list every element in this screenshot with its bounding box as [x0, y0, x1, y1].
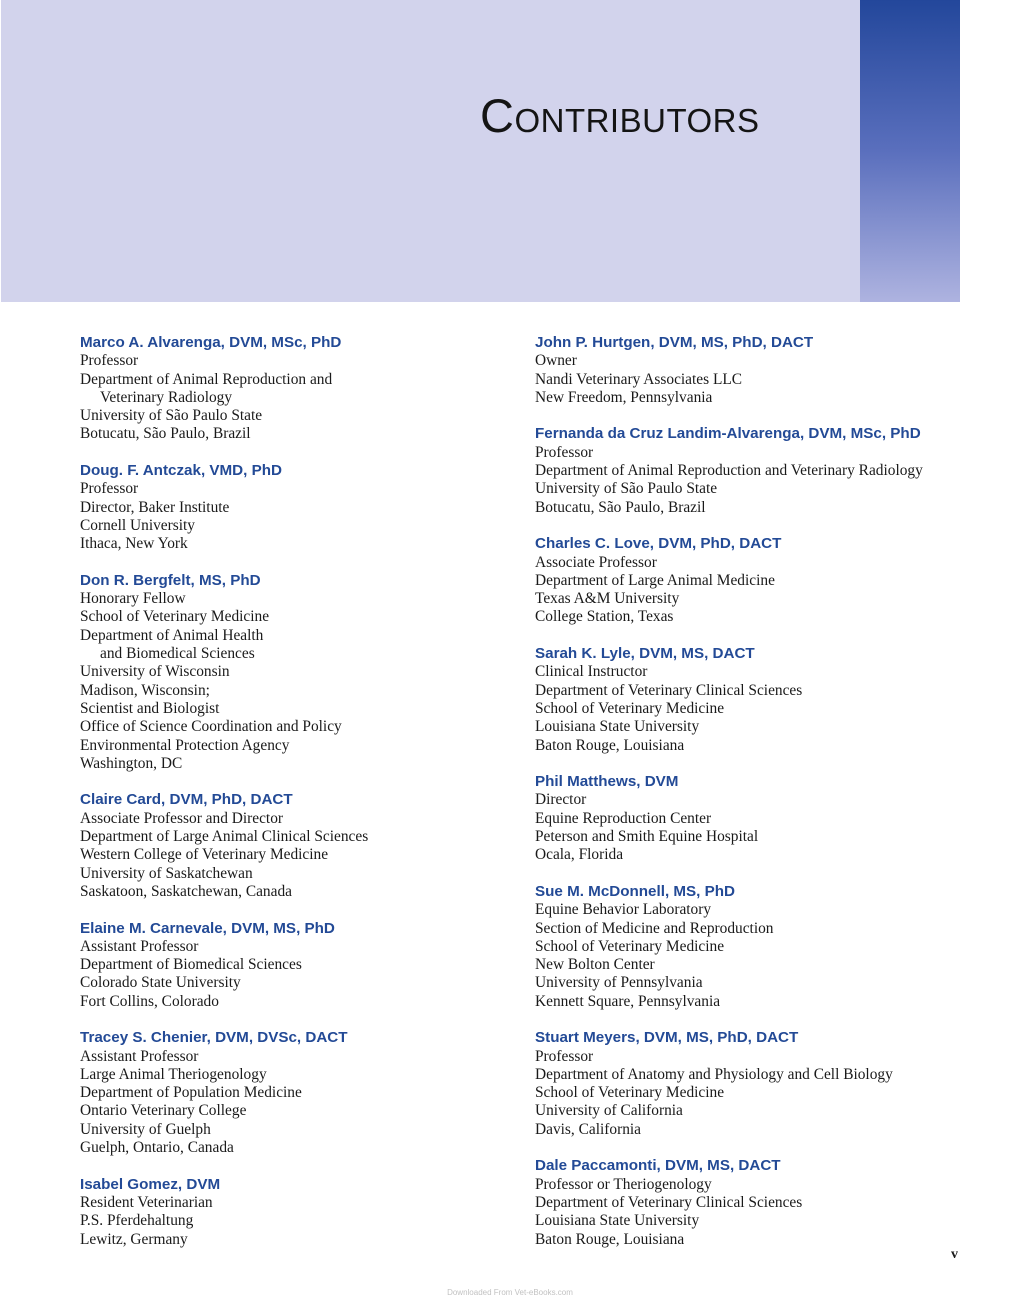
- contributor-name: Tracey S. Chenier, DVM, DVSc, DACT: [80, 1029, 348, 1047]
- affiliation-line: Western College of Veterinary Medicine: [80, 846, 329, 864]
- contributor-entry: [535, 645, 995, 755]
- affiliation-line: Resident Veterinarian: [80, 1193, 213, 1211]
- contributor-entry: [535, 1157, 995, 1248]
- affiliation-line: Owner: [535, 352, 577, 370]
- contributor-name: John P. Hurtgen, DVM, MS, PhD, DACT: [535, 334, 814, 351]
- affiliation-line: Professor: [535, 443, 594, 461]
- affiliation-line: Cornell University: [80, 516, 195, 534]
- affiliation-line: New Bolton Center: [535, 956, 655, 974]
- affiliation-line: Large Animal Theriogenology: [80, 1065, 267, 1083]
- footer-watermark: Downloaded From Vet-eBooks.com: [447, 1288, 573, 1297]
- affiliation-line: Louisiana State University: [535, 718, 700, 736]
- contributor-entry: [80, 572, 510, 773]
- affiliation-line: Equine Reproduction Center: [535, 809, 712, 827]
- contributor-entry: [80, 334, 510, 444]
- affiliation-line: University of Wisconsin: [80, 663, 230, 681]
- affiliation-line: Director: [535, 791, 587, 809]
- header-accent-stripe: [860, 0, 960, 302]
- affiliation-line: Baton Rouge, Louisiana: [535, 736, 685, 754]
- affiliation-line: College Station, Texas: [535, 608, 674, 626]
- affiliation-line: Kennett Square, Pennsylvania: [535, 992, 721, 1010]
- contributor-entry: [535, 535, 995, 626]
- contributor-name: Claire Card, DVM, PhD, DACT: [80, 791, 293, 809]
- affiliation-line: Assistant Professor: [80, 937, 199, 955]
- contributor-entry: [535, 773, 995, 864]
- affiliation-line: University of Saskatchewan: [80, 864, 253, 882]
- contributor-name: Fernanda da Cruz Landim-Alvarenga, DVM, MSc, PhD: [535, 425, 921, 443]
- contributor-name: Marco A. Alvarenga, DVM, MSc, PhD: [80, 334, 342, 351]
- contributor-entry: [535, 334, 995, 407]
- affiliation-line: University of São Paulo State: [535, 480, 718, 498]
- affiliation-line: Peterson and Smith Equine Hospital: [535, 828, 759, 846]
- affiliation-line: Baton Rouge, Louisiana: [535, 1230, 685, 1248]
- contributor-entry: [535, 425, 995, 516]
- header-band: [1, 0, 860, 302]
- affiliation-line: Department of Biomedical Sciences: [80, 956, 302, 974]
- affiliation-line: Equine Behavior Laboratory: [535, 901, 712, 919]
- contributor-entry: [80, 1029, 510, 1157]
- contributors-left-column: [80, 334, 510, 1267]
- affiliation-line: Associate Professor and Director: [80, 809, 284, 827]
- affiliation-line: Madison, Wisconsin;: [80, 681, 210, 699]
- affiliation-line: Clinical Instructor: [535, 663, 648, 681]
- affiliation-line: Department of Population Medicine: [80, 1084, 302, 1102]
- contributor-name: Charles C. Love, DVM, PhD, DACT: [535, 535, 782, 553]
- affiliation-line: P.S. Pferdehaltung: [80, 1212, 194, 1230]
- contributor-name: Don R. Bergfelt, MS, PhD: [80, 571, 261, 589]
- affiliation-line: Davis, California: [535, 1120, 641, 1138]
- affiliation-line: Department of Veterinary Clinical Sciences: [535, 681, 803, 699]
- contributor-name: Isabel Gomez, DVM: [80, 1175, 221, 1193]
- affiliation-line: Louisiana State University: [535, 1212, 700, 1230]
- affiliation-line: Office of Science Coordination and Policy: [80, 718, 342, 736]
- affiliation-line: University of Pennsylvania: [535, 974, 703, 992]
- contributor-entry: [80, 920, 510, 1011]
- affiliation-line: Department of Animal Health: [80, 626, 264, 644]
- contributor-entry: [80, 1176, 510, 1249]
- page-title: Contributors: [480, 89, 760, 142]
- contributor-name: Sue M. McDonnell, MS, PhD: [535, 882, 735, 900]
- affiliation-line: School of Veterinary Medicine: [535, 699, 725, 717]
- contributor-name: Phil Matthews, DVM: [535, 773, 679, 791]
- affiliation-line: Department of Large Animal Clinical Sciences: [80, 828, 369, 846]
- affiliation-line: Veterinary Radiology: [100, 388, 233, 406]
- affiliation-line: Professor or Theriogenology: [535, 1175, 712, 1193]
- affiliation-line: Fort Collins, Colorado: [80, 992, 219, 1010]
- affiliation-line: Botucatu, São Paulo, Brazil: [535, 498, 706, 516]
- affiliation-line: Ithaca, New York: [80, 535, 188, 553]
- affiliation-line: Texas A&M University: [535, 590, 680, 608]
- affiliation-line: Botucatu, São Paulo, Brazil: [80, 425, 251, 443]
- contributor-name: Sarah K. Lyle, DVM, MS, DACT: [535, 645, 755, 663]
- affiliation-line: Nandi Veterinary Associates LLC: [535, 370, 743, 388]
- affiliation-line: Professor: [80, 352, 139, 370]
- contributor-entry: [535, 883, 995, 1011]
- affiliation-line: Department of Veterinary Clinical Sciences: [535, 1193, 803, 1211]
- affiliation-line: Assistant Professor: [80, 1047, 199, 1065]
- affiliation-line: Department of Large Animal Medicine: [535, 571, 775, 589]
- affiliation-line: New Freedom, Pennsylvania: [535, 388, 713, 406]
- affiliation-line: Saskatoon, Saskatchewan, Canada: [80, 882, 292, 900]
- affiliation-line: Director, Baker Institute: [80, 498, 230, 516]
- affiliation-line: Washington, DC: [80, 754, 183, 772]
- affiliation-line: Department of Animal Reproduction and: [80, 370, 333, 388]
- affiliation-line: Colorado State University: [80, 974, 241, 992]
- affiliation-line: Professor: [535, 1047, 594, 1065]
- affiliation-line: Environmental Protection Agency: [80, 736, 290, 754]
- affiliation-line: and Biomedical Sciences: [100, 645, 255, 663]
- contributor-name: Dale Paccamonti, DVM, MS, DACT: [535, 1157, 781, 1175]
- affiliation-line: Guelph, Ontario, Canada: [80, 1139, 234, 1157]
- affiliation-line: Department of Anatomy and Physiology and Cell Biology: [535, 1065, 893, 1083]
- contributor-entry: [80, 462, 510, 553]
- affiliation-line: School of Veterinary Medicine: [535, 937, 725, 955]
- affiliation-line: School of Veterinary Medicine: [80, 608, 270, 626]
- affiliation-line: Section of Medicine and Reproduction: [535, 919, 774, 937]
- affiliation-line: Professor: [80, 480, 139, 498]
- contributor-name: Elaine M. Carnevale, DVM, MS, PhD: [80, 919, 335, 937]
- affiliation-line: Ontario Veterinary College: [80, 1102, 247, 1120]
- contributors-right-column: [535, 334, 995, 1267]
- affiliation-line: University of São Paulo State: [80, 407, 263, 425]
- affiliation-line: University of Guelph: [80, 1120, 211, 1138]
- contributor-name: Doug. F. Antczak, VMD, PhD: [80, 462, 282, 480]
- affiliation-line: Honorary Fellow: [80, 590, 186, 608]
- contributor-entry: [535, 1029, 995, 1139]
- affiliation-line: Ocala, Florida: [535, 846, 624, 864]
- affiliation-line: Department of Animal Reproduction and Veterinary Radiology: [535, 462, 923, 480]
- page-number: v: [951, 1247, 958, 1262]
- affiliation-line: Lewitz, Germany: [80, 1230, 188, 1248]
- affiliation-line: Scientist and Biologist: [80, 699, 220, 717]
- affiliation-line: University of California: [535, 1102, 683, 1120]
- contributor-name: Stuart Meyers, DVM, MS, PhD, DACT: [535, 1029, 799, 1047]
- contributor-entry: [80, 791, 510, 901]
- affiliation-line: Associate Professor: [535, 553, 657, 571]
- affiliation-line: School of Veterinary Medicine: [535, 1084, 725, 1102]
